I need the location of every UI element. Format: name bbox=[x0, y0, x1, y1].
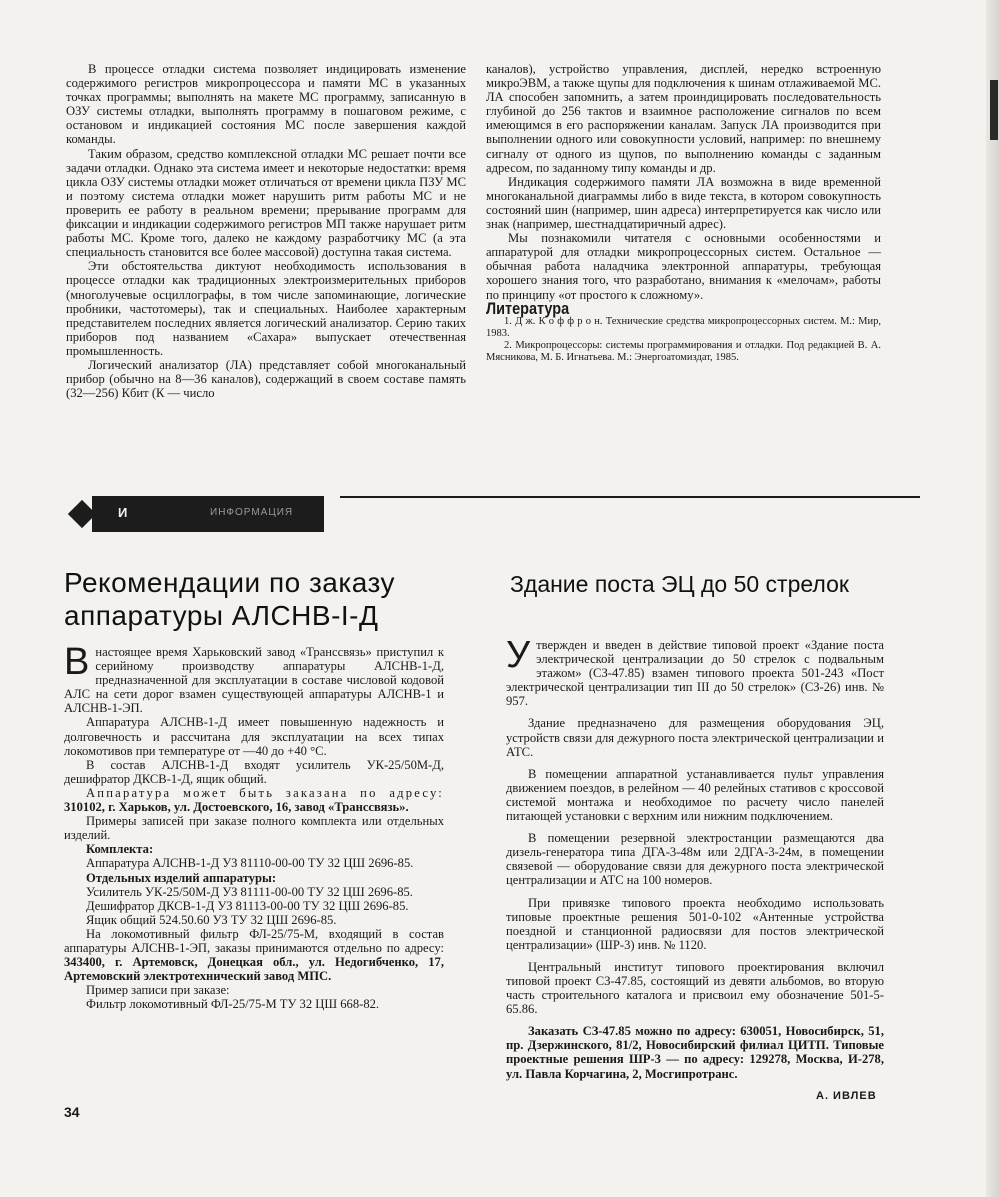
paragraph: Здание предназначено для размещения оборудования ЭЦ, устройств связи для дежурного поста электрической централизации и АТС. bbox=[506, 716, 884, 759]
literature-item: 2. Микропроцессоры: системы программирования и отладки. Под редакцией В. А. Мясникова, М. Б. Игнатьева. М.: Энергоатомиздат, 1985. bbox=[486, 340, 881, 364]
order-item: Фильтр локомотивный ФЛ-25/75-М ТУ 32 ЦШ 668-82. bbox=[86, 997, 380, 1012]
top-left-column bbox=[66, 62, 466, 400]
paragraph: Центральный институт типового проектирования включил типовой проект СЗ-47.85, состоящий из девяти альбомов, во вторую часть строительного каталога и присвоил ему обозначение 501-5-65.86. bbox=[506, 959, 884, 1017]
order-item: Дешифратор ДКСВ-1-Д УЗ 81113-00-00 ТУ 32 ЦШ 2696-85. bbox=[86, 898, 409, 913]
text: На локомотивный фильтр ФЛ-25/75-М, входящий в состав аппаратуры АЛСНВ-1-ЭП, заказы принимаются отдельно по адресу: bbox=[64, 926, 444, 955]
subheading: Отдельных изделий аппаратуры: bbox=[86, 870, 277, 885]
paragraph: каналов), устройство управления, дисплей, нередко встроенную микроЭВМ, а также щупы для подключения к шинам отлаживаемой МС. ЛА способен запомнить, а затем проиндицировать последовательность глубиной до 256 тактов и взаимное расположение сигналов по всем имеющимся в его распоряжении каналам. Запуск ЛА производится при выполнении одного или совокупности условий, например: по внешнему сигналу от одного из щупов, по выполнению команды с заданным адресом, по заданному типу команды и др. bbox=[486, 62, 881, 175]
order-item: Усилитель УК-25/50М-Д УЗ 81111-00-00 ТУ 32 ЦШ 2696-85. bbox=[86, 884, 413, 899]
banner-word: ИНФОРМАЦИЯ bbox=[210, 507, 294, 518]
paragraph: Индикация содержимого памяти ЛА возможна в виде временной многоканальной диаграммы либо в виде текста, в котором совокупность состояний шин (например, шин адреса) интерпретируется как число или знак (например, шестнадцатиричный адрес). bbox=[486, 174, 881, 232]
lead-text: твержден и введен в действие типовой проект «Здание поста электрической централизации до 50 стрелок с подвальным этажом» (СЗ-47.85) взамен типового проекта 501-243 «Пост электрической централизации тип III до 50 стрелок» (СЗ-26) инв. № 957. bbox=[506, 638, 884, 709]
drop-cap: У bbox=[506, 634, 531, 676]
lead-paragraph bbox=[506, 634, 884, 709]
banner-letter: И bbox=[118, 505, 128, 520]
order-item: Аппаратура АЛСНВ-1-Д УЗ 81110-00-00 ТУ 32 ЦШ 2696-85. bbox=[86, 856, 414, 871]
bold-address: 310102, г. Харьков, ул. Достоевского, 16, завод «Транссвязь». bbox=[64, 800, 409, 815]
section-banner bbox=[92, 496, 324, 532]
paragraph: В процессе отладки система позволяет индицировать изменение содержимого регистров микропроцессора и памяти МС в указанных точках программы; выполнять на макете МС программу, записанную в ОЗУ системы отладки, выполнять программу в пошаговом режиме, с остановом и индикацией состояния МС после завершения каждой команды. bbox=[66, 62, 466, 147]
paragraph: Примеры записей при заказе полного комплекта или отдельных изделий. bbox=[64, 814, 444, 843]
lead-text: настоящее время Харьковский завод «Транссвязь» приступил к серийному производству аппаратуры АЛСНВ-1-Д, предназначенной для эксплуатации в составе числовой кодовой АЛС на сети дорог взамен существующей аппаратуры АЛСНВ-1 и АЛСНВ-1-ЭП. bbox=[64, 645, 444, 716]
paragraph bbox=[64, 927, 444, 983]
top-right-column bbox=[486, 62, 881, 365]
page-edge bbox=[986, 0, 1000, 1197]
right-article-title: Здание поста ЭЦ до 50 стрелок bbox=[510, 571, 849, 597]
paragraph: Таким образом, средство комплексной отладки МС решает почти все задачи отладки. Однако эта система имеет и некоторые недостатки: время цикла ОЗУ системы отладки может отличаться от времени цикла ПЗУ МС и поэтому система отладки может нарушить ритм работы МС и не проверить ее работу в реальном времени; прерывание программ для фиксации и индикации содержимого регистров МП также нарушает ритм работы МС. Кроме того, далеко не каждому разработчику МС (а эта специальность становится все более массовой) доступна такая система. bbox=[66, 146, 466, 260]
paragraph: Мы познакомили читателя с основными особенностями и аппаратурой для отладки микропроцессорных систем. Остальное — обычная работа наладчика электронной аппаратуры, требующая хорошего знания того, что разработано, внимания к «мелочам», работы по принципу «от простого к сложному». bbox=[486, 231, 881, 302]
edge-mark bbox=[990, 80, 998, 140]
spaced-text: Аппаратура может быть заказана по адресу: bbox=[86, 785, 444, 800]
right-article-body bbox=[506, 634, 884, 1081]
paragraph-bold: Заказать СЗ-47.85 можно по адресу: 630051, Новосибирск, 51, пр. Дзержинского, 81/2, Новосибирский филиал ЦИТП. Типовые проектные решения ШР-3 — по адресу: 129278, Москва, И-278, ул. Павла Корчагина, 2, Мосгипротранс. bbox=[506, 1024, 884, 1081]
paragraph: Аппаратура АЛСНВ-1-Д имеет повышенную надежность и долговечность и рассчитана для эксплуатации на всех типах локомотивов при температуре от —40 до +40 °С. bbox=[64, 715, 444, 758]
lead-paragraph bbox=[64, 641, 444, 716]
paragraph: Эти обстоятельства диктуют необходимость использования в процессе отладки как традиционных электроизмерительных приборов (многолучевые осциллографы, в том числе запоминающие, логические пробники, частотомеры), так и специальных. Наиболее характерным представителем последних является логический анализатор. Серию таких приборов под названием «Сахара» выпускает отечественная промышленность. bbox=[66, 259, 466, 358]
literature-list bbox=[486, 316, 881, 365]
literature-heading: Литература bbox=[486, 298, 570, 318]
drop-cap: В bbox=[64, 641, 90, 683]
paragraph bbox=[64, 786, 444, 814]
left-article-title: Рекомендации по заказу аппаратуры АЛСНВ-I-Д bbox=[64, 567, 396, 631]
subheading: Комплекта: bbox=[86, 842, 154, 857]
paragraph: В помещении резервной электростанции размещаются два дизель-генератора типа ДГА-3-48м или 2ДГА-3-24м, в помещении связевой — оборудование связи для дежурного поста электрической централизации и АТС на 100 номеров. bbox=[506, 831, 884, 888]
paragraph: В состав АЛСНВ-1-Д входят усилитель УК-25/50М-Д, дешифратор ДКСВ-1-Д, ящик общий. bbox=[64, 757, 444, 786]
author-name: А. ИВЛЕВ bbox=[816, 1090, 877, 1102]
literature-item: 1. Д ж. К о ф ф р о н. Технические средства микропроцессорных систем. М.: Мир, 1983. bbox=[486, 315, 881, 339]
bold-address: 343400, г. Артемовск, Донецкая обл., ул. Недогибченко, 17, Артемовский электротехнический завод МПС. bbox=[64, 955, 444, 984]
paragraph: Пример записи при заказе: bbox=[86, 983, 230, 998]
paragraph: При привязке типового проекта необходимо использовать типовые проектные решения 501-0-102 «Антенные устройства поездной и станционной радиосвязи для постов электрической централизации» (ШР-3) инв. № 1120. bbox=[506, 895, 884, 952]
left-article-body bbox=[64, 641, 444, 1012]
page-number: 34 bbox=[64, 1104, 80, 1120]
paragraph: Логический анализатор (ЛА) представляет собой многоканальный прибор (обычно на 8—36 каналов), содержащий в своем составе память (32—256) Кбит (К — число bbox=[66, 357, 466, 401]
order-item: Ящик общий 524.50.60 УЗ ТУ 32 ЦШ 2696-85. bbox=[86, 912, 337, 927]
section-rule bbox=[340, 496, 920, 498]
paragraph: В помещении аппаратной устанавливается пульт управления движением поездов, в релейном — 40 релейных стативов с кроссовой системой монтажа и необходимое по расчету число панелей питающей установки с верхним или нижним подключением. bbox=[506, 766, 884, 824]
